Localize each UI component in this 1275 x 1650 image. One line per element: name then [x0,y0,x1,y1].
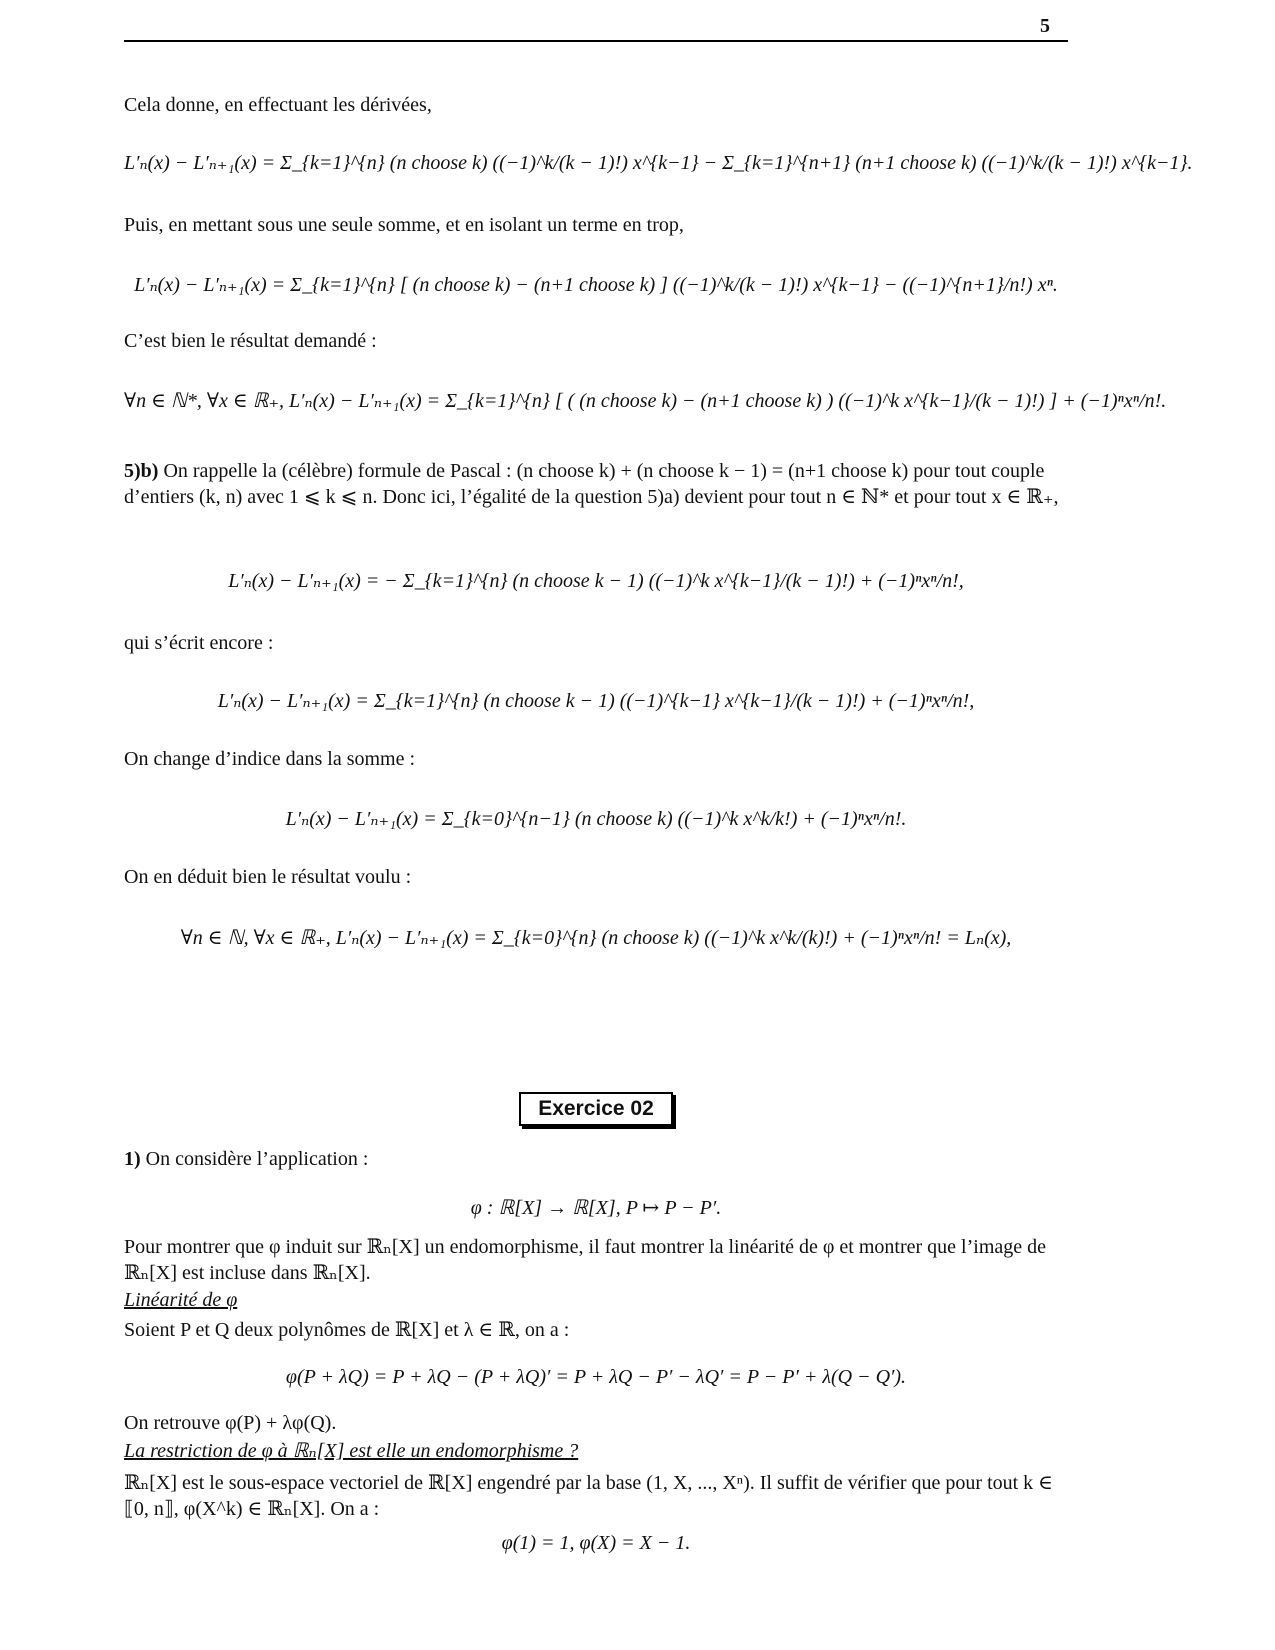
equation-8: φ : ℝ[X] → ℝ[X], P ↦ P − P′. [470,1197,722,1219]
heading-linearity-text: Linéarité de φ [124,1289,238,1311]
paragraph-index-change: On change d’indice dans la somme : [124,748,416,770]
equation-10: φ(1) = 1, φ(X) = X − 1. [501,1532,691,1554]
heading-restriction-text: La restriction de φ à ℝₙ[X] est elle un endomorphisme ? [124,1440,579,1462]
heading-restriction [124,1438,1068,1464]
paragraph-retrouve: On retrouve φ(P) + λφ(Q). [124,1412,337,1434]
question-label-5b: 5)b) [124,460,159,482]
paragraph-pascal [124,458,1068,510]
equation-4: L′ₙ(x) − L′ₙ₊₁(x) = − Σ_{k=1}^{n} (n choose k − 1) ((−1)^k x^{k−1}/(k − 1)!) + (−1)ⁿxⁿ/n!, [228,570,964,592]
application-text: On considère l’application : [145,1148,369,1170]
equation-7: ∀n ∈ ℕ, ∀x ∈ ℝ₊, L′ₙ(x) − L′ₙ₊₁(x) = Σ_{k=0}^{n} (n choose k) ((−1)^k x^k/(k)!) + (−1)ⁿxⁿ/n! = Lₙ(x), [180,927,1012,949]
header-rule [124,40,1068,42]
equation-9: φ(P + λQ) = P + λQ − (P + λQ)′ = P + λQ − P′ − λQ′ = P − P′ + λ(Q − Q′). [285,1366,907,1388]
paragraph-basis: ℝₙ[X] est le sous-espace vectoriel de ℝ[X] engendré par la base (1, X, ..., Xⁿ). Il suffit de vérifier que pour tout k ∈ ⟦0, n⟧, φ(X^k) ∈ ℝₙ[X]. On a : [124,1472,1053,1520]
equation-2: L′ₙ(x) − L′ₙ₊₁(x) = Σ_{k=1}^{n} [ (n choose k) − (n+1 choose k) ] ((−1)^k/(k − 1)!) x^{k−1} − ((−1)^{n+1}/n!) xⁿ. [134,274,1058,296]
question-label-1: 1) [124,1148,141,1170]
equation-5: L′ₙ(x) − L′ₙ₊₁(x) = Σ_{k=1}^{n} (n choose k − 1) ((−1)^{k−1} x^{k−1}/(k − 1)!) + (−1)ⁿxⁿ/n!, [217,690,975,712]
page-number: 5 [1040,15,1050,37]
equation-6: L′ₙ(x) − L′ₙ₊₁(x) = Σ_{k=0}^{n−1} (n choose k) ((−1)^k x^k/k!) + (−1)ⁿxⁿ/n!. [285,808,907,830]
exercise-title: Exercice 02 [519,1092,673,1126]
paragraph-derivatives: Cela donne, en effectuant les dérivées, [124,94,432,116]
heading-linearity [124,1287,1068,1313]
paragraph-rewrite: qui s’écrit encore : [124,632,274,654]
paragraph-deduce: On en déduit bien le résultat voulu : [124,866,412,888]
equation-1: L′ₙ(x) − L′ₙ₊₁(x) = Σ_{k=1}^{n} (n choose k) ((−1)^k/(k − 1)!) x^{k−1} − Σ_{k=1}^{n+1} (n+1 choose k) ((−1)^k/(k − 1)!) x^{k−1}. [124,152,1193,174]
paragraph-application [124,1146,1068,1172]
pascal-text: On rappelle la (célèbre) formule de Pascal : (n choose k) + (n choose k − 1) = (n+1 choose k) pour tout couple d’entiers (k, n) avec 1 ⩽ k ⩽ n. Donc ici, l’égalité de la question 5)a) devient pour tout n ∈ ℕ* et pour tout x ∈ ℝ₊, [124,460,1059,508]
paragraph-endomorphism: Pour montrer que φ induit sur ℝₙ[X] un endomorphisme, il faut montrer la linéarité de φ et montrer que l’image de ℝₙ[X] est incluse dans ℝₙ[X]. [124,1236,1047,1284]
paragraph-polynomials: Soient P et Q deux polynômes de ℝ[X] et λ ∈ ℝ, on a : [124,1319,570,1341]
equation-3: ∀n ∈ ℕ*, ∀x ∈ ℝ₊, L′ₙ(x) − L′ₙ₊₁(x) = Σ_{k=1}^{n} [ ( (n choose k) − (n+1 choose k) ) ((−1)^k x^{k−1}/(k − 1)!) ] + (−1)ⁿxⁿ/n!. [124,390,1167,412]
paragraph-single-sum: Puis, en mettant sous une seule somme, et en isolant un terme en trop, [124,214,684,236]
paragraph-result: C’est bien le résultat demandé : [124,330,377,352]
